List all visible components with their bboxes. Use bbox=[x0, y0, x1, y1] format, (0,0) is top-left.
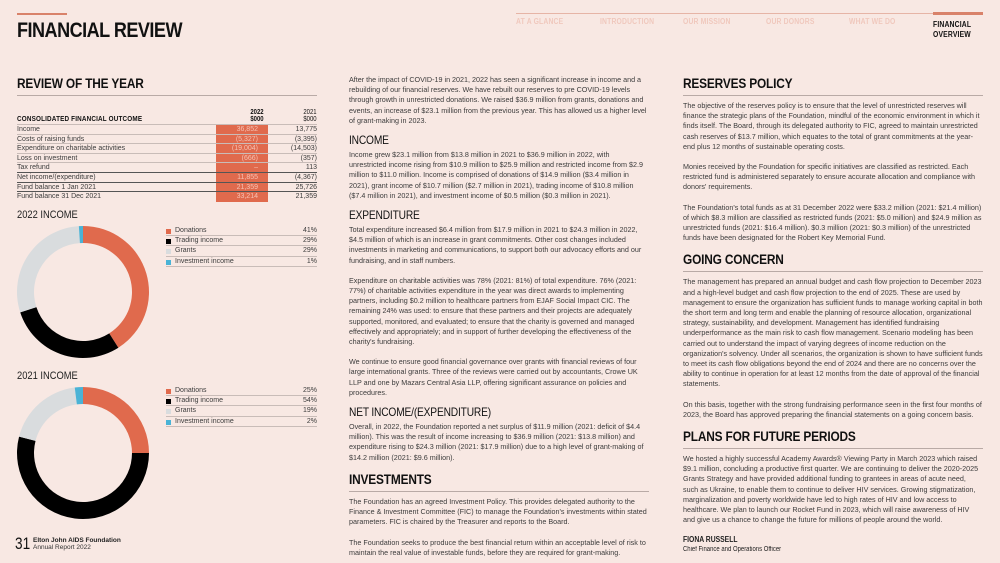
table-title: CONSOLIDATED FINANCIAL OUTCOME bbox=[17, 114, 143, 123]
legend-swatch bbox=[166, 260, 171, 265]
col-2022-unit: $000 bbox=[250, 116, 264, 123]
legend-item bbox=[166, 246, 317, 256]
legend-2021 bbox=[166, 386, 317, 427]
net-income-paragraph: Overall, in 2022, the Foundation reported a net surplus of $11.9 million (2021: deficit of $4.4 million). This was the result of income increasing to $36.9 million (2021: $13.8 million) and expenditure rising to $24.3 million (2021: $17.9 million) due to a high level of grant-making of $14.2 million (2021: $9.6 million). bbox=[349, 422, 644, 462]
investments-paragraph-1: The Foundation has an agreed Investment Policy. This provides delegated authority to the Finance & Investment Committee (FIC) to manage the Foundation's investments within stated parameters. FIC is chaired by the Treasurer and reports to the Board. bbox=[349, 496, 647, 527]
review-heading-rule bbox=[17, 95, 317, 96]
investments-heading: INVESTMENTS bbox=[349, 471, 432, 487]
legend-label: Donations bbox=[175, 227, 207, 234]
value-2022: (19,004) bbox=[231, 145, 258, 153]
income-heading: INCOME bbox=[349, 133, 389, 148]
donut-slice-trading-income bbox=[17, 437, 149, 519]
donut-chart-2021 bbox=[16, 386, 150, 520]
legend-value: 29% bbox=[302, 247, 317, 255]
section-nav bbox=[516, 17, 983, 47]
row-label: Expenditure on charitable activities bbox=[17, 145, 126, 153]
value-2022: – bbox=[254, 164, 258, 172]
value-2021: 21,359 bbox=[295, 193, 317, 201]
expenditure-paragraph-2: Expenditure on charitable activities was 78% (2021: 81%) of total expenditure. 76% (2021: 77%) of charitable activities expenditure in the year was direct awards to implementing partners, including $0.2 million to healthcare partners from EJAF Social Impact CIC. The remaining 24% was used: to ensure that these partners and their projects are adequately supported, monitored, and evaluated; to ensure that the charity is governed and managed effectively and appropriately; and in support of further developing the effectiveness of the charity's fundraising. bbox=[349, 275, 637, 347]
value-2022: (5,327) bbox=[235, 135, 258, 143]
row-label: Tax refund bbox=[17, 164, 50, 172]
legend-label: Trading income bbox=[175, 397, 223, 405]
review-heading: REVIEW OF THE YEAR bbox=[17, 76, 144, 91]
expenditure-paragraph-1: Total expenditure increased $6.4 million from $17.9 million in 2021 to $24.3 million in 2022, $4.5 million of which is an increase in grant commitments. Other cost changes included investments in marketing and communications, to support both our advocacy efforts and our fundraising, and in staff numbers. bbox=[349, 225, 642, 265]
nav-item-our-mission[interactable]: OUR MISSION bbox=[683, 17, 731, 26]
donut-slice-grants bbox=[17, 226, 80, 312]
legend-label: Grants bbox=[175, 247, 197, 255]
table-row bbox=[17, 153, 317, 163]
table-row bbox=[17, 124, 317, 134]
legend-value: 1% bbox=[306, 257, 317, 265]
donut-slice-trading-income bbox=[20, 307, 118, 358]
title-accent-rule bbox=[17, 13, 67, 15]
legend-swatch bbox=[166, 389, 171, 394]
value-2021: (14,503) bbox=[290, 145, 317, 153]
col-header-2022 bbox=[251, 109, 264, 123]
nav-active-indicator bbox=[933, 12, 983, 15]
reserves-heading-rule bbox=[683, 95, 983, 96]
legend-label: Investment income bbox=[175, 417, 234, 425]
legend-value: 29% bbox=[302, 237, 317, 245]
going-concern-heading-rule bbox=[683, 271, 983, 272]
legend-swatch bbox=[166, 229, 171, 234]
table-row bbox=[17, 172, 317, 182]
footer-organization: Elton John AIDS Foundation bbox=[33, 537, 121, 544]
value-2022: (666) bbox=[241, 154, 258, 162]
chart-title-2021: 2021 INCOME bbox=[17, 370, 78, 382]
going-concern-paragraph-1: The management has prepared an annual budget and cash flow projection to December 2023 and a high-level budget and cash flow projection to the end of 2025. These are used by management to ensure the organization has sufficient funds to manage working capital in both the short term and long term and enable the planning of resource allocation, organizational strategy, sustainability, and development. Management has identified fundraising underperformance as the main risk to cash flow management. Scenario modeling has been carried out to understand the impact of varying degrees of income reduction on the organization's solvency. Under all scenarios, the organization is shown to have sufficient funds to meet its cash flow obligations beyond the end of 2024 and there are no concerns over the ability to continue in operation for at least 12 months from the date of approval of the financial statements. bbox=[683, 277, 983, 389]
value-2021: 25,726 bbox=[295, 183, 317, 191]
legend-item bbox=[166, 396, 317, 406]
table-row bbox=[17, 191, 317, 201]
col-2021-unit: $000 bbox=[303, 116, 317, 123]
net-income-heading: NET INCOME/(EXPENDITURE) bbox=[349, 405, 491, 420]
financial-outcome-table bbox=[17, 108, 317, 201]
table-row bbox=[17, 134, 317, 144]
legend-value: 41% bbox=[302, 227, 317, 234]
table-row bbox=[17, 143, 317, 153]
legend-item bbox=[166, 236, 317, 246]
legend-item bbox=[166, 417, 317, 427]
legend-2022 bbox=[166, 226, 317, 267]
value-2022: 11,855 bbox=[237, 173, 258, 181]
value-2021: 13,775 bbox=[295, 126, 317, 133]
row-label: Fund balance 1 Jan 2021 bbox=[17, 183, 97, 191]
nav-item-what-we-do[interactable]: WHAT WE DO bbox=[849, 17, 896, 26]
legend-item bbox=[166, 406, 317, 416]
nav-item-introduction[interactable]: INTRODUCTION bbox=[600, 17, 655, 26]
middle-column bbox=[349, 75, 649, 558]
chart-title-2022: 2022 INCOME bbox=[17, 209, 78, 221]
legend-label: Grants bbox=[175, 407, 197, 415]
legend-item bbox=[166, 226, 317, 236]
table-header bbox=[17, 108, 317, 124]
value-2022: 33,214 bbox=[236, 193, 258, 201]
expenditure-heading: EXPENDITURE bbox=[349, 208, 420, 223]
legend-value: 25% bbox=[302, 387, 317, 394]
page-title: FINANCIAL REVIEW bbox=[17, 19, 182, 42]
value-2021: 113 bbox=[305, 164, 317, 172]
table-row bbox=[17, 162, 317, 172]
intro-paragraph: After the impact of COVID-19 in 2021, 2022 has seen a significant increase in income and a rebuilding of our financial reserves. We have rebuilt our reserves to pre COVID-19 levels through growth in unrestricted donations. We raised $36.9 million from grants, donations and events, an increase of $23.1 million from the previous year. This has allowed us a higher level of grant-making in 2023. bbox=[349, 75, 647, 125]
income-paragraph: Income grew $23.1 million from $13.8 million in 2021 to $36.9 million in 2022, with unrestricted income rising from $10.9 million to $25.9 million and restricted income from $2.9 million to $11.0 million. Income is comprised of donations of $14.9 million ($3.4 million in 2021), grant income of $10.7 million ($2.7 million in 2021), trading income of $10.8 million ($7.4 million in 2021), and investment income of $0.5 million ($0.3 million in 2021). bbox=[349, 150, 644, 200]
legend-swatch bbox=[166, 399, 171, 404]
row-label: Net income/(expenditure) bbox=[17, 173, 96, 181]
review-section bbox=[17, 76, 317, 96]
expenditure-paragraph-3: We continue to ensure good financial governance over grants with financial reviews of four large international grants. Three of the reviews were carried out by accountants, Crowe UK LLP and one by Mazars Central Asia LLP, offering significant assurance on policies and procedures. bbox=[349, 357, 638, 397]
donut-chart-2022 bbox=[16, 225, 150, 359]
value-2022: 21,359 bbox=[236, 183, 258, 191]
legend-swatch bbox=[166, 409, 171, 414]
value-2021: (357) bbox=[300, 154, 317, 162]
legend-value: 19% bbox=[302, 407, 317, 415]
legend-swatch bbox=[166, 420, 171, 425]
legend-value: 54% bbox=[302, 397, 317, 405]
value-2021: (4,367) bbox=[294, 173, 317, 181]
footer-report-title: Annual Report 2022 bbox=[33, 544, 91, 551]
row-label: Fund balance 31 Dec 2021 bbox=[17, 193, 102, 201]
col-2022-year: 2022 bbox=[250, 109, 264, 116]
legend-item bbox=[166, 257, 317, 267]
legend-item bbox=[166, 386, 317, 396]
legend-swatch bbox=[166, 239, 171, 244]
row-label: Loss on investment bbox=[17, 154, 78, 162]
reserves-paragraph-2: Monies received by the Foundation for specific initiatives are classified as restricted. Each restricted fund is administered separately to ensure accurate allocation and compliance with donors' requirements. bbox=[683, 162, 976, 192]
legend-label: Investment income bbox=[175, 257, 234, 265]
value-2022: 36,852 bbox=[236, 126, 258, 133]
donut-slice-grants bbox=[19, 388, 77, 441]
value-2021: (3,395) bbox=[294, 135, 317, 143]
legend-label: Donations bbox=[175, 387, 207, 394]
nav-item-at-a-glance[interactable]: AT A GLANCE bbox=[516, 17, 564, 26]
reserves-paragraph-1: The objective of the reserves policy is to ensure that the level of unrestricted reserves will finance the strategic plans of the Foundation, mindful of the economic environment in which it finds itself. The Board, through its delegated authority to FIC, agreed to maintain unrestricted cash reserves of $13.7 million, which equates to the total of grant commitments at the year-end plus 12 months of sustainable operating costs. bbox=[683, 101, 980, 151]
legend-value: 2% bbox=[306, 417, 317, 425]
investments-paragraph-2: The Foundation seeks to produce the best financial return within an acceptable level of risk to maintain the real value of investable funds, before they are required for grant-making. bbox=[349, 537, 646, 557]
legend-swatch bbox=[166, 249, 171, 254]
going-concern-paragraph-2: On this basis, together with the strong fundraising performance seen in the first four months of 2023, the Board has approved preparing the financial statements on a going concern basis. bbox=[683, 399, 982, 419]
going-concern-heading: GOING CONCERN bbox=[683, 252, 784, 268]
table-row bbox=[17, 182, 317, 192]
donut-slice-donations bbox=[83, 226, 149, 348]
page-number: 31 bbox=[15, 534, 31, 553]
investments-heading-rule bbox=[349, 491, 649, 492]
right-column bbox=[683, 76, 983, 553]
nav-rule bbox=[516, 13, 983, 14]
row-label: Income bbox=[17, 126, 40, 133]
signatory-name: FIONA RUSSELL bbox=[683, 534, 738, 544]
signatory-role: Chief Finance and Operations Officer bbox=[683, 545, 782, 553]
nav-item-financial-overview[interactable]: FINANCIAL OVERVIEW bbox=[933, 20, 972, 39]
reserves-heading: RESERVES POLICY bbox=[683, 76, 793, 91]
legend-label: Trading income bbox=[175, 237, 223, 245]
donut-slice-donations bbox=[83, 387, 149, 453]
plans-heading-rule bbox=[683, 448, 983, 449]
nav-item-our-donors[interactable]: OUR DONORS bbox=[766, 17, 815, 26]
col-2021-year: 2021 bbox=[303, 109, 317, 116]
plans-paragraph: We hosted a highly successful Academy Awards® Viewing Party in March 2023 which raised $9.1 million, concluding a productive first quarter. We are continuing to deliver the 2020-2025 Grants Strategy and have provided additional funding to grantees in areas of acute need, such as Ukraine, to enable them to continue to deliver HIV services. Growing stigmatization, marginalization and poverty worldwide have led to high rates of HIV and low access to healthcare. We plan to launch our Rocket Fund in 2023, which will raise awareness of HIV and give us a chance to change the future for millions of people around the world. bbox=[683, 454, 979, 525]
reserves-paragraph-3: The Foundation's total funds as at 31 December 2022 were $33.2 million (2021: $21.4 million) of which $8.3 million are classified as restricted funds (2021: $5.0 million) and $24.9 million as unrestricted funds (2021: $16.4 million). $0.3 million (2021: $0.3 million) of the unrestricted funds have been designated for the Robert Key Memorial Fund. bbox=[683, 202, 982, 243]
plans-heading: PLANS FOR FUTURE PERIODS bbox=[683, 429, 856, 445]
col-header-2021 bbox=[304, 109, 317, 123]
row-label: Costs of raising funds bbox=[17, 135, 85, 143]
